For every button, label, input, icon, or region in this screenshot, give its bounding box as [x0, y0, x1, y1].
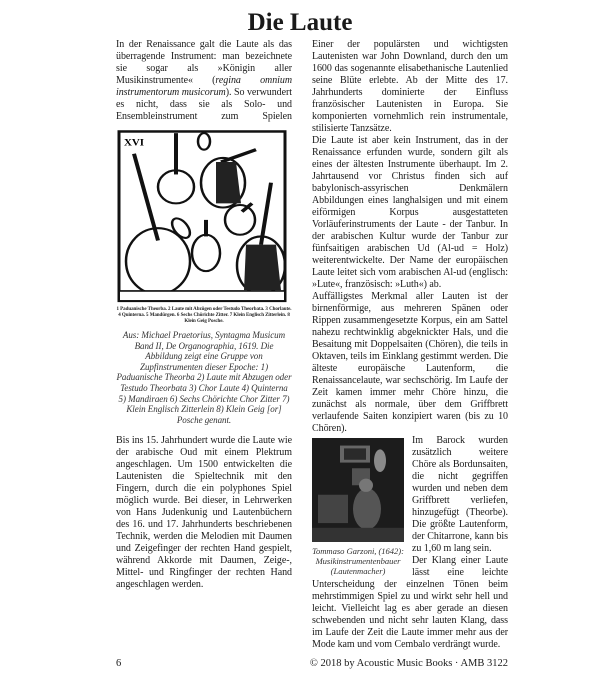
latin-phrase: regina omnium instrumentorum musicorum [116, 75, 292, 98]
footer [116, 657, 508, 670]
left-column-technique [116, 435, 292, 591]
paragraph-intro [116, 39, 292, 123]
right-column [312, 39, 508, 651]
left-column-intro [116, 39, 292, 123]
copyright-footer: © 2018 by Acoustic Music Books · AMB 3122 [309, 658, 508, 669]
figure-garzoni [312, 438, 404, 577]
paragraph-origin: Die Laute ist aber kein Instrument, das in der Renaissance erfunden wurde, sondern gilt als eines der ältesten Instrumente überhaupt. Im 2. Jahrtausend vor Christus finden sich auf babylonisch-assyrischen Denkmälern Abbildungen eines langhalsigen und mit einem eiförmigen Korpus ausgestatteten Vorläuferinstruments der Laute - der Tanbur. In der arabischen Kultur wurde der Tanbur zur fünfsaitigen arabischen Ud (Al-ud = Holz) weiterentwickelte. Der Name der europäischen Laute leitet sich vom arabischen Al-ud (englisch: »Lute«, französisch: »Luth«) ab. [312, 135, 508, 290]
paragraph-downland: Einer der populärsten und wichtigsten Lautenisten war John Downland, durch den um 1600 das sogenannte elisabethanische Lautenlied seine Blüte erlebte. Ab der Mitte des 17. Jahrhunderts dominierte der Einfluss französischer Lautenisten in Europa. Sie komponierten vornehmlich rein instrumentale, stilisierte Tanzsätze. [312, 39, 508, 134]
paragraph-technique: Bis ins 15. Jahrhundert wurde die Laute wie der arabische Oud mit einem Plektrum angeschlagen. Um 1500 entwickelten die Lautenisten die Spieltechnik mit den Fingern, durch die ein polyphones Spiel möglich wurde. Bei dieser, in Lehrwerken von Hans Judenkunig und Lautenbüchern des 16. und 17. Jahrhunderts beschriebenen Technik, werden die Melodien mit Daumen und Zeigefinger der rechten Hand gespielt, während Akkorde mit Daumen, Zeige-, Mittel- und Ringfinger der rechten Hand angeschlagen werden. [116, 435, 292, 591]
paragraph-baroque: Im Barock wurden zusätzlich weitere Chöre als Bordunsaiten, die nicht gegriffen wurden und neben dem Griffbrett verliefen, hinzugefügt (Theorbe). Die größte Lautenform, der Chitarrone, kann bis zu 1,60 m lang sein. [412, 435, 508, 554]
paragraph-features: Auffälligstes Merkmal aller Lauten ist der birnenförmige, aus mehreren Spänen oder Rippen zusammengesetzte Korpus, ein am Sattel nahezu rechtwinklig abgeknickter Hals, und die Besaitung mit Doppelsaiten (Chören), die teils in Oktaven, teils im Einklang gestimmt werden. Die älteste europäische Lautenform, die Renaissancelaute, war sechschörig. Im Laufe der Zeit kamen immer mehr Chöre hinzu, die zunächst als normale, über dem Griffbrett verlaufende Saiten konzipiert waren (bis zu 10 Chören). [312, 291, 508, 434]
figure-caption-praetorius: Aus: Michael Praetorius, Syntagma Musicum Band II, De Organographia, 1619. Die Abbildung zeigt eine Gruppe von Zupfinstrumenten dieser Epoche: 1) Paduanische Theorba 2) Laute mit Abzugen oder Testudo Theorbata 3) Chor Laute 4) Quinterna 5) Mandiraen 6) Sechs Chörichte Chor Zitter 7) Klein Englisch Zitterlein 8) Klein Geig [or] Posche genant. [116, 330, 292, 425]
left-column [116, 39, 292, 591]
figure-caption-garzoni: Tommaso Garzoni, (1642): Musikinstrumentenbauer (Lautenmacher) [312, 546, 404, 577]
praetorius-woodcut-image [116, 129, 288, 305]
lute-maker-painting [312, 438, 404, 542]
columns [116, 39, 508, 651]
plate-label: XVI [124, 138, 144, 149]
paragraph-sound: Der Klang einer Laute lässt eine leichte Unterscheidung der einzelnen Tönen beim mehrstimmigen Spiel zu und wirkt sehr hell und leicht. Vielleicht lag es aber gerade an diesen schwebenden und nicht sehr lauten Klang, dass im Laufe der Zeit die Laute immer mehr aus der Mode kam und vom Cembalo verdrängt wurde. [312, 555, 508, 650]
page-title: Die Laute [247, 9, 353, 36]
page-number: 6 [116, 658, 122, 669]
text: ). So verwundert es nicht, dass sie als Solo- und Ensembleinstrument zum Spielen [116, 87, 292, 122]
text: In der Renaissance galt die Laute als das überragende Instrument: man bezeichnete sie sogar als »Königin aller Musikinstrumente« ( [116, 39, 292, 86]
woodcut-legend: 1 Paduanische Theorba. 2 Laute mit Abzügen oder Testudo Theorbata. 3 Chorlaute. 4 Quinterna. 5 Mandürgen. 6 Sechs Chörichte Zitter. 7 Klein Englisch Zitterlein. 8 Klein Geig Posche. [116, 307, 292, 324]
